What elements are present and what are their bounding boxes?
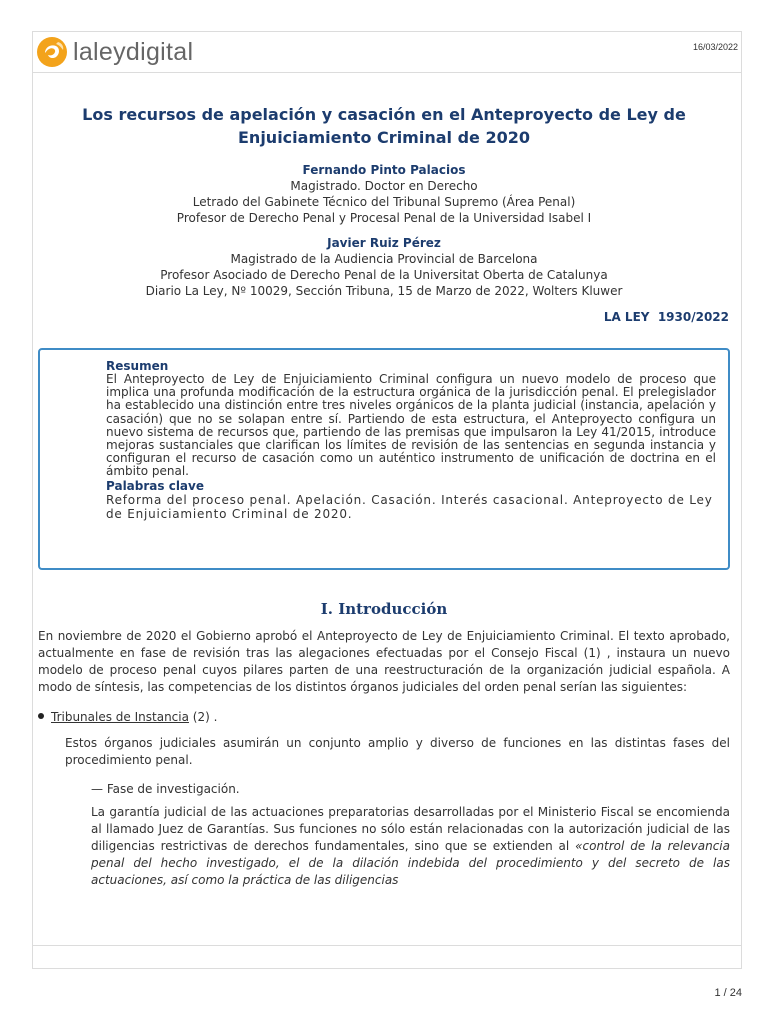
author-affiliation: Profesor Asociado de Derecho Penal de la Universitat Oberta de Catalunya (160, 268, 608, 282)
author-block-1 (38, 162, 730, 226)
bullet-paragraph: Estos órganos judiciales asumirán un conjunto amplio y diverso de funciones en las distintas fases del procedimiento penal. (65, 736, 730, 767)
author-affiliation: Letrado del Gabinete Técnico del Tribunal Supremo (Área Penal) (192, 195, 576, 209)
laleydigital-logo-icon (36, 36, 68, 68)
article-title: Los recursos de apelación y casación en el Anteproyecto de Ley de Enjuiciamiento Criminal de 2020 (82, 105, 686, 147)
author-name: Fernando Pinto Palacios (302, 163, 466, 177)
print-date: 16/03/2022 (692, 42, 738, 52)
paragraph-text: La garantía judicial de las actuaciones preparatorias desarrolladas por el Ministerio Fiscal se encomienda al llamado Juez de Garantías. Sus funciones no sólo están relacionadas con la autorización judicial de las diligencias restrictivas de derechos fundamentales, sino que se extienden al (91, 805, 730, 853)
summary-text: El Anteproyecto de Ley de Enjuiciamiento Criminal configura un nuevo modelo de proceso que implica una profunda modificación de la estructura orgánica de la jurisdicción penal. El prelegislador ha establecido una distinción entre tres niveles orgánicos de la planta judicial (instancia, apelación y casación) que no se solapan entre sí. Partiendo de esta estructura, el Anteproyecto configura un nuevo sistema de recursos que, partiendo de las premisas que impulsaron la Ley 41/2015, introduce mejoras sustanciales que clarifican los límites de revisión de las sentencias en segunda instancia y configuran el recurso de casación como un auténtico instrumento de unificación de doctrina en el ámbito penal. (106, 372, 716, 479)
author-name: Javier Ruiz Pérez (327, 236, 441, 250)
intro-paragraph: En noviembre de 2020 el Gobierno aprobó el Anteproyecto de Ley de Enjuiciamiento Criminal. El texto aprobado, actualmente en fase de revisión tras las alegaciones efectuadas por el Consejo Fiscal (1) , instaura un nuevo modelo de proceso penal cuyos pilares parten de una reestructuración de la organización judicial española. A modo de síntesis, las competencias de los distintos órganos judiciales del orden penal serían las siguientes: (38, 629, 730, 694)
footnote-ref[interactable]: (2) . (188, 710, 218, 724)
author-affiliation: Profesor de Derecho Penal y Procesal Penal de la Universidad Isabel I (176, 211, 592, 225)
bullet-icon (38, 713, 44, 719)
publication-info: Diario La Ley, Nº 10029, Sección Tribuna, 15 de Marzo de 2022, Wolters Kluwer (145, 284, 623, 298)
author-affiliation: Magistrado de la Audiencia Provincial de Barcelona (230, 252, 538, 266)
quoted-text: «control de la relevancia penal del hecho investigado, el de la dilación indebida del procedimiento y del secreto de las actuaciones, así como la práctica de las diligencias (91, 839, 730, 887)
dash-item: — Fase de investigación. (91, 782, 240, 796)
article-reference: LA LEY 1930/2022 (603, 310, 729, 324)
body-paragraph (38, 804, 730, 889)
document-content (38, 103, 730, 889)
keywords-text: Reforma del proceso penal. Apelación. Casación. Interés casacional. Anteproyecto de Ley de Enjuiciamiento Criminal de 2020. (106, 492, 713, 521)
document-header (32, 31, 742, 73)
summary-heading: Resumen (106, 359, 169, 373)
tribunales-link[interactable]: Tribunales de Instancia (51, 710, 189, 724)
page-number: 1 / 24 (714, 987, 742, 999)
author-affiliation: Magistrado. Doctor en Derecho (290, 179, 478, 193)
section-title: I. Introducción (320, 600, 448, 618)
page-footer (32, 945, 742, 969)
list-item (38, 709, 730, 726)
author-block-2 (38, 235, 730, 299)
brand-logo[interactable] (36, 35, 193, 69)
keywords-heading: Palabras clave (106, 478, 204, 493)
brand-name: laleydigital (73, 37, 194, 66)
summary-box (38, 348, 730, 570)
